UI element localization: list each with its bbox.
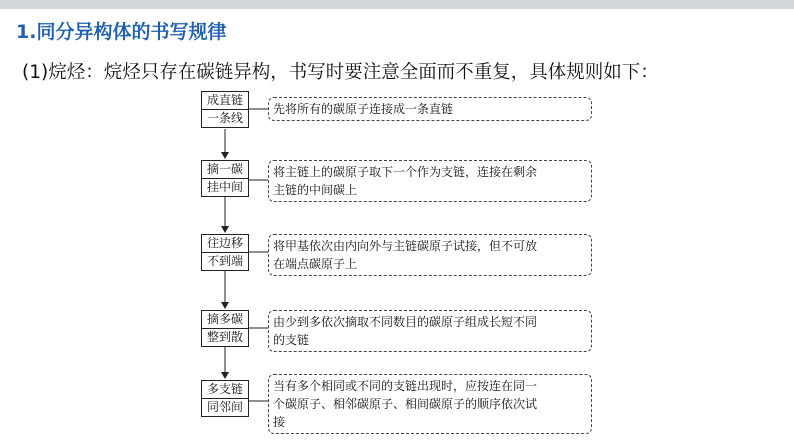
step-1-line1: 成直链 bbox=[206, 93, 243, 107]
step-4-description: 由少到多依次摘取不同数目的碳原子组成长短不同 的支链 bbox=[268, 310, 592, 352]
step-4-line2: 整到散 bbox=[202, 328, 248, 346]
step-box-2 bbox=[201, 160, 249, 197]
step-5-line1: 多支链 bbox=[206, 382, 243, 396]
step-5-line2: 同邻间 bbox=[202, 398, 248, 416]
step-box-3 bbox=[201, 234, 249, 271]
step-1-line2: 一条线 bbox=[202, 109, 248, 127]
step-2-description: 将主链上的碳原子取下一个作为支链，连接在剩余 主链的中间碳上 bbox=[268, 160, 592, 202]
step-box-4 bbox=[201, 310, 249, 347]
section-title: 1.同分异构体的书写规律 bbox=[16, 21, 227, 43]
intro-text: (1)烷烃：烷烃只存在碳链异构，书写时要注意全面而不重复，具体规则如下： bbox=[22, 62, 659, 83]
step-1-description: 先将所有的碳原子连接成一条直链 bbox=[268, 97, 592, 121]
step-box-5 bbox=[201, 380, 249, 417]
step-3-line2: 不到端 bbox=[202, 252, 248, 270]
step-3-description: 将甲基依次由内向外与主链碳原子试接，但不可放 在端点碳原子上 bbox=[268, 234, 592, 276]
step-3-line1: 往边移 bbox=[206, 236, 243, 250]
step-5-description: 当有多个相同或不同的支链出现时，应按连在同一 个碳原子、相邻碳原子、相间碳原子的顺序依次试 接 bbox=[268, 374, 592, 434]
step-4-line1: 摘多碳 bbox=[206, 312, 243, 326]
step-box-1 bbox=[201, 91, 249, 128]
step-2-line1: 摘一碳 bbox=[206, 162, 243, 176]
step-2-line2: 挂中间 bbox=[202, 178, 248, 196]
